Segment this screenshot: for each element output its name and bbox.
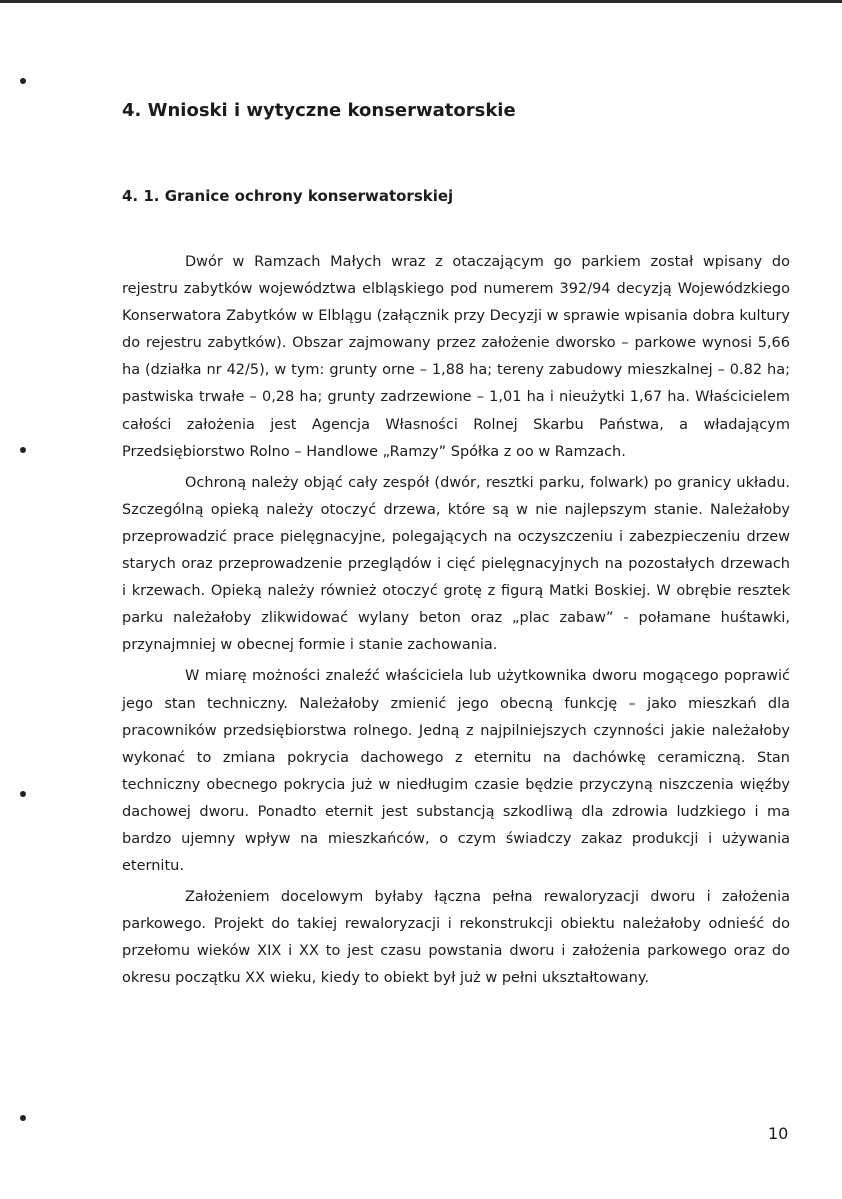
page-number: 10 [768,1124,789,1143]
paragraph: Założeniem docelowym byłaby łączna pełna rewaloryzacji dworu i założenia parkowego. Projekt do takiej rewaloryzacji i rekonstrukcji obiektu należałoby odnieść do przełomu wieków XIX i XX to jest czasu powstania dworu i założenia parkowego oraz do okresu początku XX wieku, kiedy to obiekt był już w pełni ukształtowany. [122,889,790,987]
binder-hole-mark [20,78,26,84]
binder-hole-mark [20,447,26,453]
paragraph: Dwór w Ramzach Małych wraz z otaczającym go parkiem został wpisany do rejestru zabytków województwa elbląskiego pod numerem 392/94 decyzją Wojewódzkiego Konserwatora Zabytków w Elblągu (załącznik przy Decyzji w sprawie wpisania dobra kultury do rejestru zabytków). Obszar zajmowany przez założenie dworsko – parkowe wynosi 5,66 ha (działka nr 42/5), w tym: grunty orne – 1,88 ha; tereny zabudowy mieszkalnej – 0.82 ha; pastwiska trwałe – 0,28 ha; grunty zadrzewione – 1,01 ha i nieużytki 1,67 ha. Właścicielem całości założenia jest Agencja Własności Rolnej Skarbu Państwa, a władającym Przedsiębiorstwo Rolno – Handlowe „Ramzy” Spółka z oo w Ramzach. [122,254,790,460]
body-text [122,249,790,993]
paragraph: Ochroną należy objąć cały zespół (dwór, resztki parku, folwark) po granicy układu. Szczególną opieką należy otoczyć drzewa, które są w nie najlepszym stanie. Należałoby przeprowadzić prace pielęgnacyjne, polegających na oczyszczeniu i zabezpieczeniu drzew starych oraz przeprowadzenie przeglądów i cięć pielęgnacyjnych na pozostałych drzewach i krzewach. Opieką należy również otoczyć grotę z figurą Matki Boskiej. W obrębie resztek parku należałoby zlikwidować wylany beton oraz „plac zabaw” - połamane huśtawki, przynajmniej w obecnej formie i stanie zachowania. [122,474,790,654]
section-heading: 4. Wnioski i wytyczne konserwatorskie [122,100,516,121]
paragraph: W miarę możności znaleźć właściciela lub użytkownika dworu mogącego poprawić jego stan techniczny. Należałoby zmienić jego obecną funkcję – jako mieszkań dla pracowników przedsiębiorstwa rolnego. Jedną z najpilniejszych czynności jakie należałoby wykonać to zmiana pokrycia dachowego z eternitu na dachówkę ceramiczną. Stan techniczny obecnego pokrycia już w niedługim czasie będzie przyczyną niszczenia więźby dachowej dworu. Ponadto eternit jest substancją szkodliwą dla zdrowia ludzkiego i ma bardzo ujemny wpływ na mieszkańców, o czym świadczy zakaz produkcji i używania eternitu. [122,668,790,875]
subsection-heading: 4. 1. Granice ochrony konserwatorskiej [122,187,454,205]
binder-hole-mark [20,1115,26,1121]
binder-hole-mark [20,791,26,797]
top-border-line [0,0,842,3]
